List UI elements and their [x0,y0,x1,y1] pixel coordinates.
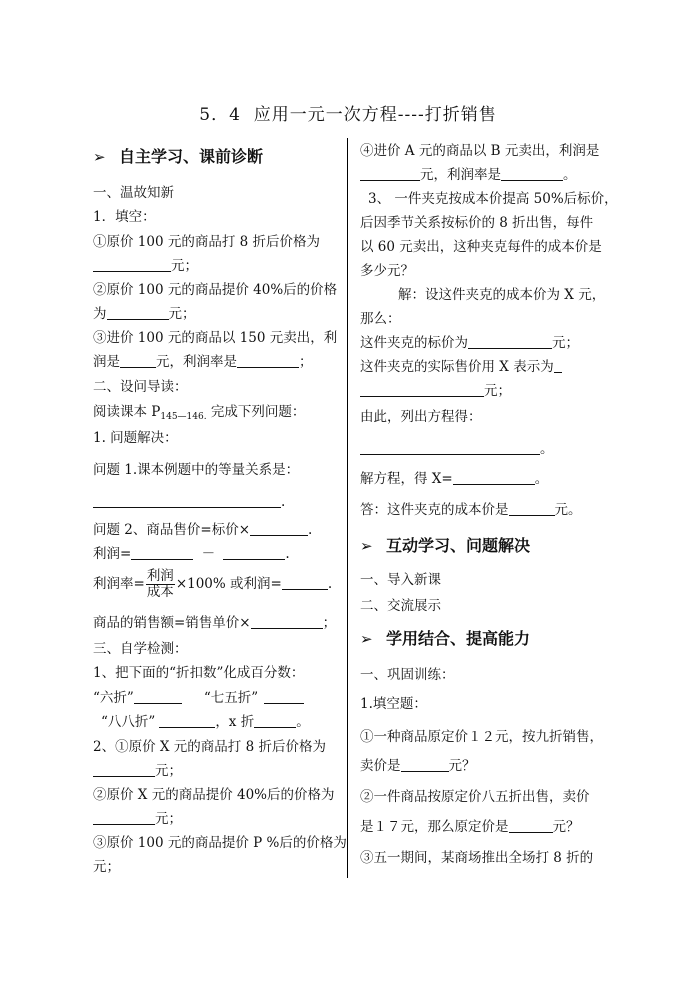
answer-blank[interactable] [360,382,484,397]
question-line: 2、①原价 X 元的商品打 8 折后价格为 [93,739,326,755]
arrow-bullet-icon: ➢ [360,537,373,555]
text: 元； [168,306,196,322]
exercise-line: ③五一期间，某商场推出全场打 8 折的 [360,850,594,866]
arrow-bullet-icon: ➢ [360,630,373,648]
text: 元？ [552,819,580,835]
text: 这件夹克的实际售价用 X 表示为 [360,359,554,375]
text: 元，利润率是 [156,354,237,370]
question-line [93,614,336,632]
answer-blank[interactable] [360,166,420,181]
answer-blank[interactable] [509,501,555,516]
exercise-line: ②一件商品按原定价八五折出售，卖价 [360,789,590,805]
question-line [101,713,310,731]
text: 。 [540,441,554,457]
problem-line: 以 60 元卖出，这种夹克每件的成本价是 [360,239,602,255]
sub-heading: 二、交流展示 [360,598,441,614]
text: 商品的销售额=销售单价× [93,615,251,631]
text: 利润率= [93,576,145,592]
problem-line: 后因季节关系按标价的 8 折出售，每件 [360,215,594,231]
problem-line: 多少元？ [360,263,414,279]
page-title: 5．4 应用一元一次方程----打折销售 [199,105,497,125]
text: 元； [484,383,511,399]
section-heading-xueyong [360,630,530,648]
page-range: 145—146. [160,412,207,422]
answer-blank[interactable] [250,521,308,536]
question-line: 问题 1.课本例题中的等量关系是： [93,462,300,478]
text: 。 [534,471,549,487]
answer-blank[interactable] [264,689,304,704]
blank-line [93,810,182,828]
question-line: ③原价 100 元的商品提价 P %后的价格为 [93,835,347,851]
answer-blank[interactable] [93,810,155,825]
text: 元？ [448,758,476,774]
text: 元； [552,335,579,351]
answer-blank[interactable] [93,493,281,508]
text: 是１７元，那么原定价是 [360,819,509,835]
question-line: ②原价 X 元的商品提价 40%后的价格为 [93,787,335,803]
text: 元； [155,811,182,827]
text: “七五折” [203,690,259,706]
text: 阅读课本 P [93,404,161,420]
solution-line [360,358,562,376]
text: 润是 [93,354,120,370]
text: “八八折” [101,714,156,730]
text: 卖价是 [360,758,401,774]
blank-line [93,257,198,275]
answer-blank[interactable] [223,545,285,560]
text: 解方程，得 X= [360,471,453,487]
exercise-line [360,818,580,836]
answer-blank[interactable] [131,545,193,560]
answer-blank[interactable] [509,818,553,833]
text-line: 1．填空： [93,209,156,225]
sub-heading: 二、设问导读： [93,379,188,395]
blank-line [93,353,313,371]
question-line [93,545,290,563]
text: 这件夹克的标价为 [360,335,468,351]
text: . [308,522,313,538]
answer-blank[interactable] [501,166,563,181]
solution-line [360,501,582,519]
text: ，x 折 [215,714,255,730]
question-line: ④进价 A 元的商品以 B 元卖出，利润是 [360,143,600,159]
answer-blank[interactable] [93,762,155,777]
text: . [281,494,286,510]
text-line [93,403,305,426]
problem-line: 3、 一件夹克按成本价提高 50%后标价， [368,191,618,207]
text: 答：这件夹克的成本价是 [360,502,509,518]
text: ； [322,615,337,631]
text: ×100% 或利润= [175,576,282,592]
text: 问题 2、商品售价=标价× [93,522,251,538]
answer-blank[interactable] [120,353,156,368]
question-line [93,521,312,539]
answer-blank[interactable] [282,575,328,590]
numerator: 利润 [146,568,174,584]
text: 利润= [93,546,132,562]
solution-line [360,334,579,352]
solution-line: 由此，列出方程得： [360,409,482,425]
text-line: 1.填空题： [360,696,427,712]
text: 为 [93,306,107,322]
text: 元。 [554,502,582,518]
sub-heading: 三、自学检测： [93,641,188,657]
solution-line: 解：设这件夹克的成本价为 X 元， [398,287,606,303]
answer-blank[interactable] [468,334,552,349]
answer-blank[interactable] [453,470,535,485]
answer-blank[interactable] [93,257,171,272]
answer-blank[interactable] [360,440,540,455]
blank-line [360,166,577,184]
fraction [146,569,175,600]
text: 元，利润率是 [420,167,501,183]
text: 完成下列问题： [206,404,306,420]
section-heading-zizhu [93,148,263,166]
text-line: 元； [93,859,120,875]
question-line: ①原价 100 元的商品打 8 折后价格为 [93,234,321,250]
sub-heading: 一、温故知新 [93,185,174,201]
exercise-line: ①一种商品原定价１２元，按九折销售， [360,729,603,745]
arrow-bullet-icon: ➢ [93,148,106,166]
blank-line [93,493,285,511]
answer-blank[interactable] [554,358,562,373]
section-heading-hudong [360,537,530,555]
blank-line [360,382,511,400]
question-line: 1、把下面的“折扣数”化成百分数： [93,665,305,681]
heading-text: 学用结合、提高能力 [386,629,531,648]
answer-blank[interactable] [159,713,215,728]
solution-line [360,470,548,488]
answer-blank[interactable] [254,713,296,728]
answer-blank[interactable] [237,353,299,368]
text-line: 1. 问题解决： [93,430,178,446]
text: . [327,576,333,592]
text: 元； [171,258,198,274]
question-line: ③进价 100 元的商品以 150 元卖出，利 [93,330,338,346]
sub-heading: 一、导入新课 [360,572,441,588]
text: 。 [296,714,310,730]
blank-line [360,440,554,458]
minus-sign: － [201,546,216,562]
exercise-line [360,757,476,775]
blank-line [93,305,196,323]
text: “六折” [93,690,134,706]
formula-line [93,567,332,601]
solution-line: 那么： [360,311,401,327]
denominator: 成本 [146,584,174,600]
text: . [285,546,290,562]
heading-text: 互动学习、问题解决 [386,536,531,555]
column-divider [347,138,348,878]
question-line: ②原价 100 元的商品提价 40%后的价格 [93,282,338,298]
text: 元； [155,763,182,779]
question-line [93,689,304,707]
text: ； [299,354,313,370]
answer-blank[interactable] [401,757,449,772]
sub-heading: 一、巩固训练： [360,667,455,683]
answer-blank[interactable] [134,689,182,704]
answer-blank[interactable] [107,305,169,320]
answer-blank[interactable] [251,614,323,629]
blank-line [93,762,182,780]
heading-text: 自主学习、课前诊断 [119,147,264,166]
text: 。 [563,167,577,183]
